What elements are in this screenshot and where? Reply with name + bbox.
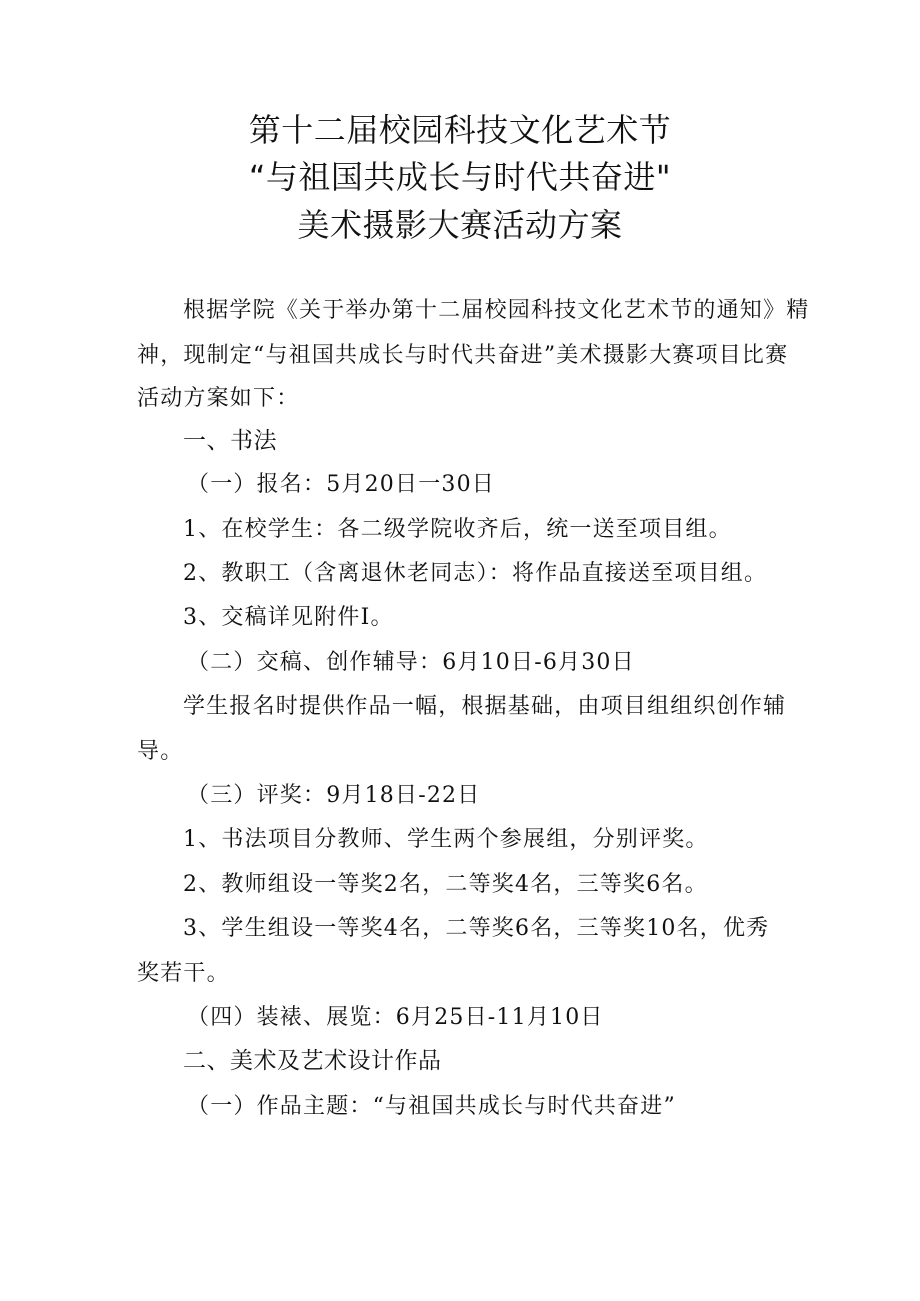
title-line-2: “与祖国共成长与时代共奋进"	[248, 158, 672, 196]
judging-item-3-continued: 奖若干。	[137, 961, 230, 986]
theme-line: （一）作品主题：“与祖国共成长与时代共奋进”	[187, 1094, 676, 1119]
title-line-3: 美术摄影大赛活动方案	[297, 206, 623, 244]
intro-line-1: 根据学院《关于举办第十二届校园科技文化艺术节的通知》精	[183, 298, 810, 323]
judging-item-1: 1、书法项目分教师、学生两个参展组，分别评奖。	[183, 827, 709, 852]
intro-line-2: 神，现制定“与祖国共成长与时代共奋进”美术摄影大赛项目比赛	[137, 343, 789, 368]
list-item-1: 1、在校学生：各二级学院收齐后，统一送至项目组。	[183, 517, 732, 542]
title-line-1: 第十二届校园科技文化艺术节	[248, 111, 672, 149]
judging-item-2: 2、教师组设一等奖2名，二等奖4名，三等奖6名。	[183, 872, 708, 897]
intro-line-3: 活动方案如下：	[137, 386, 300, 411]
list-item-2: 2、教职工（含离退休老同志）：将作品直接送至项目组。	[183, 561, 768, 586]
mounting-exhibition-line: （四）装裱、展览：6月25日-11月10日	[187, 1005, 604, 1030]
submission-detail-line-2: 导。	[137, 739, 184, 764]
section-heading-art-design: 二、美术及艺术设计作品	[183, 1048, 442, 1074]
submission-line: （二）交稿、创作辅导：6月10日-6月30日	[187, 650, 635, 675]
section-heading-calligraphy: 一、书法	[183, 428, 277, 454]
list-item-3: 3、交稿详见附件I。	[183, 605, 394, 630]
judging-line: （三）评奖：9月18日-22日	[187, 783, 481, 808]
submission-detail-line-1: 学生报名时提供作品一幅，根据基础，由项目组组织创作辅	[183, 694, 787, 719]
registration-line: （一）报名：5月20日一30日	[187, 472, 495, 497]
judging-item-3: 3、学生组设一等奖4名，二等奖6名，三等奖10名，优秀	[183, 916, 770, 941]
